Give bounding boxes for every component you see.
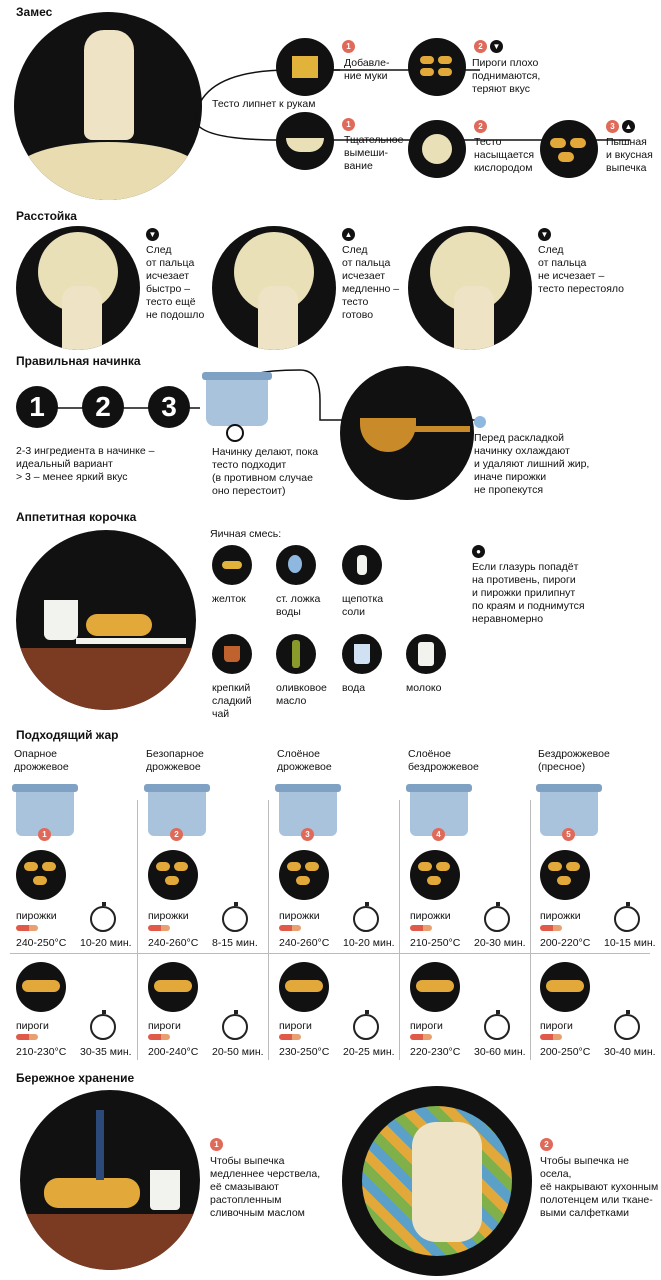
- large-pie-label: пироги: [410, 1020, 443, 1032]
- snowflake-icon: [474, 416, 486, 428]
- thermometer-icon: [279, 925, 301, 931]
- egg-wash-illustration: [16, 530, 196, 710]
- milk-jug-icon: [406, 634, 446, 674]
- dough-type-badge: 2: [170, 828, 183, 841]
- small-pies-icon: [540, 850, 590, 900]
- thermometer-icon: [540, 1034, 562, 1040]
- tea-cup-icon: [212, 634, 252, 674]
- small-pies-icon: [16, 850, 66, 900]
- stopwatch-icon: [484, 906, 510, 932]
- dough-type-title: Безопарное дрожжевое: [146, 748, 204, 773]
- stopwatch-icon: [222, 1014, 248, 1040]
- towel-cover-illustration: [342, 1086, 532, 1276]
- small-pies-label: пирожки: [410, 910, 451, 922]
- small-pies-time: 10-20 мин.: [80, 937, 132, 949]
- egg-mix-item: молоко: [406, 682, 442, 694]
- kneading-bowl-icon: [276, 112, 334, 170]
- small-pies-icon: [410, 850, 460, 900]
- thermometer-icon: [410, 925, 432, 931]
- water-glass-icon: [342, 634, 382, 674]
- section-title-nachinka: Правильная начинка: [16, 354, 141, 368]
- thumbs-up-icon: ▲: [342, 228, 355, 241]
- strainer-note: Перед раскладкой начинку охлаждают и удаляют лишний жир, иначе пирожки не пропекутся: [474, 432, 590, 496]
- egg-mix-item: ст. ложка воды: [276, 593, 321, 618]
- stopwatch-icon: [353, 906, 379, 932]
- thumbs-up-icon: ▲: [622, 120, 635, 133]
- small-pies-temp: 240-260°С: [279, 937, 330, 949]
- finger-test-result: След от пальца не исчезает – тесто перестояло: [538, 244, 624, 295]
- small-pies-time: 8-15 мин.: [212, 937, 258, 949]
- small-pies-icon: [279, 850, 329, 900]
- finger-test-illustration: [16, 226, 140, 350]
- salt-shaker-icon: [342, 545, 382, 585]
- egg-mix-item: вода: [342, 682, 366, 694]
- small-pies-label: пирожки: [279, 910, 320, 922]
- dough-type-badge: 4: [432, 828, 445, 841]
- small-pies-temp: 200-220°С: [540, 937, 591, 949]
- column-divider: [268, 800, 269, 1060]
- dough-type-title: Бездрожжевое (пресное): [538, 748, 610, 773]
- step-badge: 2: [474, 120, 487, 133]
- small-pies-time: 10-20 мин.: [343, 937, 395, 949]
- large-pie-time: 30-40 мин.: [604, 1046, 656, 1058]
- poor-rise-label: Пироги плохо поднимаются, теряют вкус: [472, 57, 541, 95]
- fluffy-result-label: Пышная и вкусная выпечка: [606, 136, 653, 174]
- large-pie-time: 30-35 мин.: [80, 1046, 132, 1058]
- small-pies-temp: 210-250°С: [410, 937, 461, 949]
- stopwatch-icon: [614, 906, 640, 932]
- dough-type-badge: 3: [301, 828, 314, 841]
- egg-mix-item: крепкий сладкий чай: [212, 682, 252, 720]
- large-pie-temp: 210-230°С: [16, 1046, 67, 1058]
- large-pie-icon: [410, 962, 460, 1012]
- ingredient-count-1: 1: [16, 386, 58, 428]
- fluffy-pastries-icon: [540, 120, 598, 178]
- egg-mix-item: желток: [212, 593, 246, 605]
- ingredients-note: 2-3 ингредиента в начинке – идеальный вариант > 3 – менее яркий вкус: [16, 445, 155, 483]
- flour-bag-icon: [276, 38, 334, 96]
- large-pie-temp: 200-240°С: [148, 1046, 199, 1058]
- column-divider: [399, 800, 400, 1060]
- flat-pastries-icon: [408, 38, 466, 96]
- step-badge: 1: [210, 1138, 223, 1151]
- strainer-illustration: [340, 366, 474, 500]
- thermometer-icon: [16, 925, 38, 931]
- thumbs-down-icon: ▼: [538, 228, 551, 241]
- dough-type-title: Опарное дрожжевое: [14, 748, 69, 773]
- step-badge: 2: [540, 1138, 553, 1151]
- large-pie-label: пироги: [540, 1020, 573, 1032]
- step-badge: 2: [474, 40, 487, 53]
- dough-type-title: Слоёное бездрожжевое: [408, 748, 479, 773]
- large-pie-icon: [540, 962, 590, 1012]
- step-badge: 1: [342, 118, 355, 131]
- water-spoon-icon: [276, 545, 316, 585]
- large-pie-label: пироги: [148, 1020, 181, 1032]
- stopwatch-icon: [353, 1014, 379, 1040]
- small-pies-time: 10-15 мин.: [604, 937, 656, 949]
- small-pies-time: 20-30 мин.: [474, 937, 526, 949]
- small-pies-label: пирожки: [540, 910, 581, 922]
- ingredient-count-2: 2: [82, 386, 124, 428]
- egg-mix-item: оливковое масло: [276, 682, 327, 707]
- thumbs-down-icon: ▼: [490, 40, 503, 53]
- stopwatch-icon: [222, 906, 248, 932]
- large-pie-time: 30-60 мин.: [474, 1046, 526, 1058]
- section-title-rasstoyka: Расстойка: [16, 209, 77, 223]
- small-pies-label: пирожки: [16, 910, 57, 922]
- finger-test-result: След от пальца исчезает медленно – тесто готово: [342, 244, 400, 321]
- section-title-korochka: Аппетитная корочка: [16, 510, 137, 524]
- step-badge: 1: [342, 40, 355, 53]
- large-pie-time: 20-50 мин.: [212, 1046, 264, 1058]
- towel-note: Чтобы выпечка не осела, её накрывают кухонным полотенцем или ткане- выми салфетками: [540, 1155, 659, 1219]
- ingredient-count-3: 3: [148, 386, 190, 428]
- stopwatch-icon: [484, 1014, 510, 1040]
- pot-note: Начинку делают, пока тесто подходит (в противном случае оно перестоит): [212, 446, 319, 497]
- thermometer-icon: [148, 925, 170, 931]
- dough-type-badge: 1: [38, 828, 51, 841]
- large-pie-icon: [16, 962, 66, 1012]
- step-badge: 3: [606, 120, 619, 133]
- butter-note: Чтобы выпечка медленнее черствела, её смазывают растопленным сливочным маслом: [210, 1155, 321, 1219]
- stopwatch-icon: [614, 1014, 640, 1040]
- large-pie-temp: 200-250°С: [540, 1046, 591, 1058]
- sticky-dough-label: Тесто липнет к рукам: [212, 98, 316, 110]
- thermometer-icon: [16, 1034, 38, 1040]
- small-pies-temp: 240-250°С: [16, 937, 67, 949]
- glaze-warning: Если глазурь попадёт на противень, пироги и пирожки прилипнут по краям и поднимутся неравномерно: [472, 561, 585, 625]
- large-pie-label: пироги: [16, 1020, 49, 1032]
- butter-brush-illustration: [20, 1090, 200, 1270]
- finger-test-illustration: [408, 226, 532, 350]
- column-divider: [530, 800, 531, 1060]
- section-title-zames: Замес: [16, 5, 53, 19]
- large-pie-icon: [148, 962, 198, 1012]
- large-pie-time: 20-25 мин.: [343, 1046, 395, 1058]
- large-pie-label: пироги: [279, 1020, 312, 1032]
- olive-oil-icon: [276, 634, 316, 674]
- thermometer-icon: [279, 1034, 301, 1040]
- row-divider: [10, 953, 650, 954]
- large-pie-temp: 220-230°С: [410, 1046, 461, 1058]
- timer-icon: [226, 424, 244, 442]
- egg-mix-title: Яичная смесь:: [210, 528, 282, 540]
- add-flour-label: Добавле- ние муки: [344, 57, 390, 82]
- large-pie-icon: [279, 962, 329, 1012]
- stopwatch-icon: [90, 1014, 116, 1040]
- thorough-kneading-label: Тщательное вымеши- вание: [344, 134, 404, 172]
- section-title-hranenie: Бережное хранение: [16, 1071, 135, 1085]
- dough-type-badge: 5: [562, 828, 575, 841]
- thumbs-down-icon: ▼: [146, 228, 159, 241]
- egg-mix-item: щепотка соли: [342, 593, 384, 618]
- oxygen-label: Тесто насыщается кислородом: [474, 136, 535, 174]
- section-title-zhar: Подходящий жар: [16, 728, 119, 742]
- small-pies-icon: [148, 850, 198, 900]
- kneading-hand-illustration: [14, 12, 202, 200]
- thermometer-icon: [148, 1034, 170, 1040]
- egg-yolk-icon: [212, 545, 252, 585]
- dough-type-title: Слоёное дрожжевое: [277, 748, 332, 773]
- large-pie-temp: 230-250°С: [279, 1046, 330, 1058]
- column-divider: [137, 800, 138, 1060]
- oxygen-bubbles-icon: [408, 120, 466, 178]
- thermometer-icon: [540, 925, 562, 931]
- small-pies-label: пирожки: [148, 910, 189, 922]
- stopwatch-icon: [90, 906, 116, 932]
- small-pies-temp: 240-260°С: [148, 937, 199, 949]
- cooking-pot-icon: [206, 378, 268, 426]
- finger-test-result: След от пальца исчезает быстро – тесто ещё не подошло: [146, 244, 205, 321]
- thermometer-icon: [410, 1034, 432, 1040]
- drop-icon: ●: [472, 545, 485, 558]
- finger-test-illustration: [212, 226, 336, 350]
